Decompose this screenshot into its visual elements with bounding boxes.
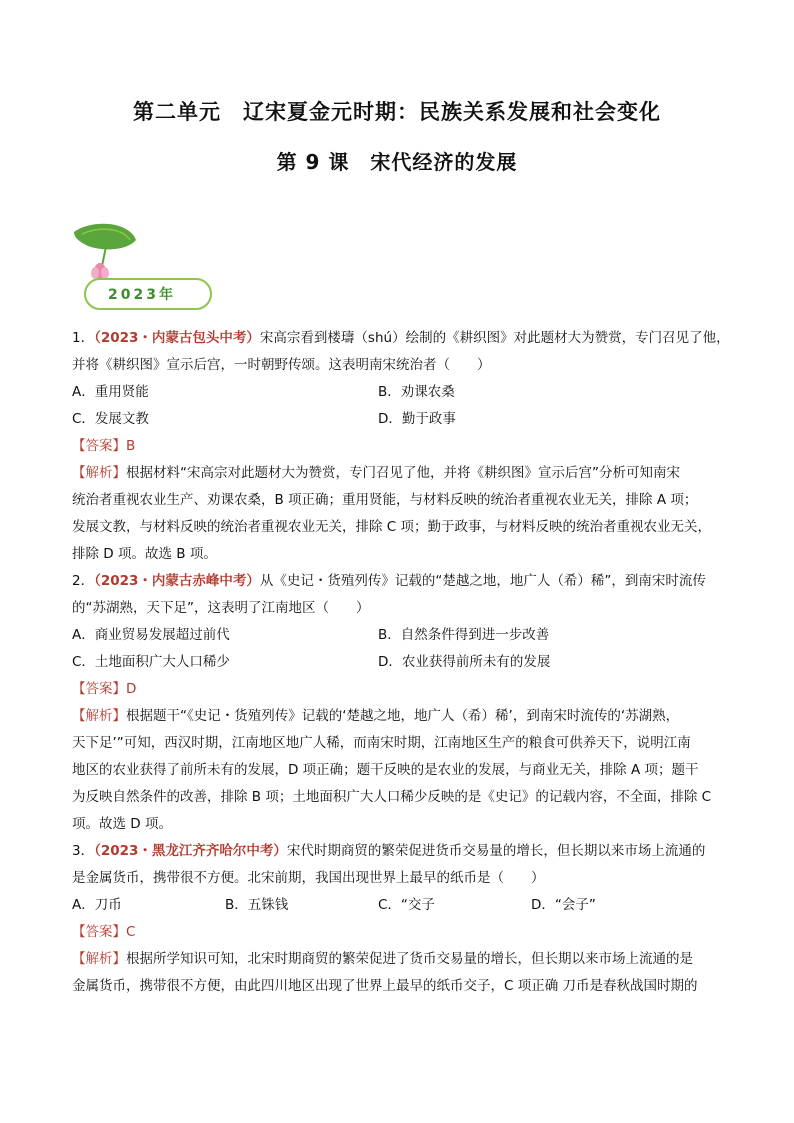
question-list: [72, 325, 732, 1000]
answer-label: 【答案】: [72, 924, 126, 940]
options-row: [72, 379, 732, 406]
question-number: 2．: [72, 573, 95, 589]
option-a: A．商业贸易发展超过前代: [72, 627, 230, 643]
option-b: B．劝课农桑: [378, 384, 455, 400]
options-row: [72, 649, 732, 676]
option-b: B．自然条件得到进一步改善: [378, 627, 550, 643]
options-row: [72, 622, 732, 649]
answer-value: B: [126, 438, 136, 454]
question-stem-line: [72, 325, 732, 352]
question-source: （2023・黑龙江齐齐哈尔中考）: [94, 843, 287, 859]
option-b: B．五铢钱: [225, 897, 289, 913]
analysis-line: 地区的农业获得了前所未有的发展，D 项正确；题干反映的是农业的发展，与商业无关，排除 A 项；题干: [72, 762, 699, 778]
option-a: A．刀币: [72, 897, 122, 913]
question-stem-line: 的“苏湖熟，天下足”，这表明了江南地区（ ）: [72, 600, 370, 616]
analysis-line: 天下足’”可知，西汉时期，江南地区地广人稀，而南宋时期，江南地区生产的粮食可供养天下，说明江南: [72, 735, 691, 751]
analysis-line: 金属货币，携带很不方便，由此四川地区出现了世界上最早的纸币交子，C 项正确 刀币是春秋战国时期的: [72, 978, 698, 994]
year-badge-text: 2023年: [108, 287, 176, 303]
year-badge: [70, 222, 220, 314]
lesson-title: 第 9 课 宋代经济的发展: [276, 150, 518, 174]
question-stem-line: [72, 568, 732, 595]
options-row: [72, 406, 732, 433]
question-stem: 宋高宗看到楼璹（shú）绘制的《耕织图》对此题材大为赞赏，专门召见了他，: [259, 330, 730, 346]
analysis-label: 【解析】: [72, 951, 126, 967]
option-d: D．农业获得前所未有的发展: [378, 654, 551, 670]
answer-value: C: [126, 924, 136, 940]
question-source: （2023・内蒙古赤峰中考）: [94, 573, 260, 589]
question-3: [72, 838, 732, 1000]
analysis-line: 项。故选 D 项。: [72, 816, 172, 832]
analysis-line: 排除 D 项。故选 B 项。: [72, 546, 217, 562]
option-d: D．勤于政事: [378, 411, 456, 427]
question-stem: 宋代时期商贸的繁荣促进货币交易量的增长，但长期以来市场上流通的: [286, 843, 706, 859]
analysis-text: 根据所学知识可知，北宋时期商贸的繁荣促进了货币交易量的增长，但长期以来市场上流通的是: [126, 951, 693, 967]
option-c: C．发展文教: [72, 411, 149, 427]
answer-line: [72, 919, 732, 946]
option-c: C．“交子: [378, 897, 435, 913]
question-number: 1．: [72, 330, 95, 346]
answer-line: [72, 676, 732, 703]
answer-label: 【答案】: [72, 438, 126, 454]
analysis-label: 【解析】: [72, 708, 126, 724]
question-stem-line: [72, 838, 732, 865]
option-c: C．土地面积广大人口稀少: [72, 654, 230, 670]
analysis-text: 根据题干“《史记・货殖列传》记载的‘楚越之地，地广人（希）稀’，到南宋时流传的‘苏湖熟，: [126, 708, 680, 724]
options-row: [72, 892, 732, 919]
answer-line: [72, 433, 732, 460]
analysis-text: 根据材料“宋高宗对此题材大为赞赏，专门召见了他，并将《耕织图》宣示后宫”分析可知南宋: [126, 465, 680, 481]
question-stem-line: 是金属货币，携带很不方便。北宋前期，我国出现世界上最早的纸币是（ ）: [72, 870, 545, 886]
analysis-line: 为反映自然条件的改善，排除 B 项；土地面积广大人口稀少反映的是《史记》的记载内容，不全面，排除 C: [72, 789, 712, 805]
question-2: [72, 568, 732, 838]
question-source: （2023・内蒙古包头中考）: [94, 330, 260, 346]
option-a: A．重用贤能: [72, 384, 149, 400]
answer-value: D: [126, 681, 137, 697]
question-stem-line: 并将《耕织图》宣示后宫，一时朝野传颂。这表明南宋统治者（ ）: [72, 357, 491, 373]
analysis-line: [72, 946, 732, 973]
answer-label: 【答案】: [72, 681, 126, 697]
analysis-line: 发展文教，与材料反映的统治者重视农业无关，排除 C 项；勤于政事，与材料反映的统治者重视农业无关，: [72, 519, 712, 535]
analysis-label: 【解析】: [72, 465, 126, 481]
option-d: D．“会子”: [531, 897, 596, 913]
question-1: [72, 325, 732, 568]
analysis-line: [72, 460, 732, 487]
analysis-line: 统治者重视农业生产、劝课农桑，B 项正确；重用贤能，与材料反映的统治者重视农业无关，排除 A 项；: [72, 492, 698, 508]
unit-title: 第二单元 辽宋夏金元时期：民族关系发展和社会变化: [133, 100, 661, 124]
analysis-line: [72, 703, 732, 730]
question-number: 3．: [72, 843, 95, 859]
question-stem: 从《史记・货殖列传》记载的“楚越之地，地广人（希）稀”，到南宋时流传: [259, 573, 706, 589]
